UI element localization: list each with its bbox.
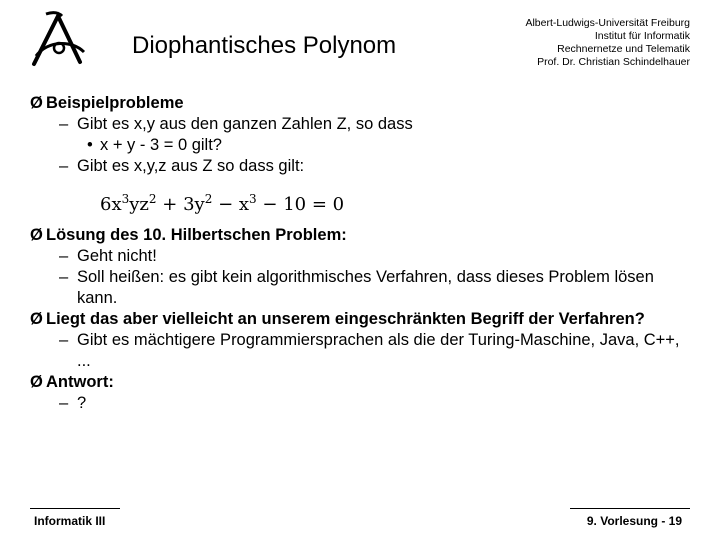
sub-bullet xyxy=(30,246,690,267)
bullet-text: Liegt das aber vielleicht an unserem eingeschränkten Begriff der Verfahren? xyxy=(46,310,645,328)
footer-course: Informatik III xyxy=(34,514,106,528)
sub-bullet-text: Geht nicht! xyxy=(77,247,157,265)
institution-line: Institut für Informatik xyxy=(594,30,690,42)
arrow-bullet-icon: Ø xyxy=(30,226,43,244)
polynomial-formula: $6x^3yz^2 + 3y^2 - x^3 - 10 = 0$ xyxy=(100,192,345,215)
footer-page-number: 9. Vorlesung - 19 xyxy=(586,514,682,528)
institution-block xyxy=(525,17,690,69)
bullet-loesung xyxy=(30,225,690,246)
sub-bullet-text: Gibt es x,y aus den ganzen Zahlen Z, so dass xyxy=(77,115,413,133)
slide-title: Diophantisches Polynom xyxy=(132,32,397,59)
dash-marker: – xyxy=(59,268,69,286)
sub-bullet-text: Gibt es x,y,z aus Z so dass gilt: xyxy=(77,157,305,175)
bullet-text: Antwort: xyxy=(46,373,114,391)
institution-line: Prof. Dr. Christian Schindelhauer xyxy=(537,56,690,68)
slide-content xyxy=(30,93,690,414)
sub-bullet-text: Soll heißen: es gibt kein algorithmisches Verfahren, dass dieses Problem lösen kann. xyxy=(77,268,654,307)
sub-bullet xyxy=(30,156,690,177)
sub-bullet-text: Gibt es mächtigere Programmiersprachen als die der Turing-Maschine, Java, C++, ... xyxy=(77,331,680,370)
dash-marker: – xyxy=(59,394,69,412)
sub-bullet-text: ? xyxy=(77,394,87,412)
bullet-text: Lösung des 10. Hilbertschen Problem: xyxy=(46,226,347,244)
arrow-bullet-icon: Ø xyxy=(30,373,43,391)
institution-line: Albert-Ludwigs-Universität Freiburg xyxy=(525,17,690,29)
bullet-beispielprobleme xyxy=(30,93,690,114)
sub-bullet xyxy=(30,330,690,372)
sub-bullet xyxy=(30,267,690,309)
footer-divider xyxy=(30,508,120,509)
bullet-begriff xyxy=(30,309,690,330)
dash-marker: – xyxy=(59,331,69,349)
dash-marker: – xyxy=(59,247,69,265)
bullet-text: Beispielprobleme xyxy=(46,94,184,112)
university-logo xyxy=(28,10,90,70)
dot-marker: • xyxy=(87,136,93,154)
dash-marker: – xyxy=(59,157,69,175)
sub-sub-bullet-text: x + y - 3 = 0 gilt? xyxy=(100,136,222,154)
arrow-bullet-icon: Ø xyxy=(30,94,43,112)
institution-line: Rechnernetze und Telematik xyxy=(557,43,690,55)
footer-divider xyxy=(570,508,690,509)
sub-bullet xyxy=(30,114,690,135)
sub-bullet xyxy=(30,393,690,414)
bullet-antwort xyxy=(30,372,690,393)
dash-marker: – xyxy=(59,115,69,133)
arrow-bullet-icon: Ø xyxy=(30,310,43,328)
sub-sub-bullet xyxy=(30,135,690,156)
